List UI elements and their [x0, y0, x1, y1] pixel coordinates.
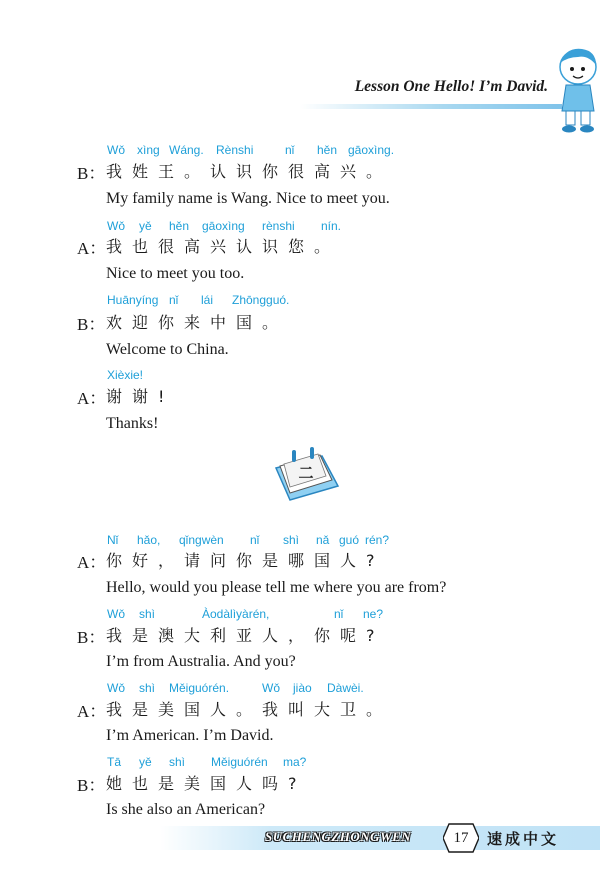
pinyin-syllable: Měiguórén.	[169, 681, 230, 695]
pinyin-syllable: Dàwèi.	[327, 681, 364, 695]
pinyin-syllable: shì	[139, 681, 156, 695]
calendar-section-icon	[268, 446, 344, 506]
english-translation: Nice to meet you too.	[106, 265, 245, 282]
speaker-label: B：	[77, 164, 106, 183]
pinyin-syllable: Zhōngguó.	[232, 293, 290, 307]
chinese-text: 我是澳大利亚人，你呢?	[106, 626, 385, 645]
speaker-label: A：	[77, 553, 107, 572]
pinyin-syllable: Wǒ	[107, 607, 125, 621]
speaker-label: B：	[77, 776, 106, 795]
pinyin-syllable: rènshi	[262, 219, 295, 233]
pinyin-syllable: Àodàlìyàrén,	[202, 607, 270, 621]
pinyin-syllable: shì	[283, 533, 300, 547]
chinese-text: 她也是美国人吗?	[106, 774, 307, 793]
pinyin-syllable: lái	[201, 293, 214, 307]
footer-chinese-title: 速成中文	[487, 830, 560, 848]
pinyin-syllable: yě	[139, 219, 152, 233]
pinyin-syllable: nǐ	[334, 607, 344, 621]
pinyin-syllable: nǎ	[316, 533, 330, 547]
pinyin-syllable: Měiguórén	[211, 755, 268, 769]
header-rule	[300, 104, 562, 109]
chinese-text: 我姓王。认识你很高兴。	[106, 162, 393, 181]
pinyin-syllable: hěn	[169, 219, 190, 233]
chinese-text: 你好，请问你是哪国人?	[106, 551, 385, 570]
pinyin-syllable: rén?	[365, 533, 390, 547]
chinese-text: 谢谢!	[106, 387, 175, 406]
pinyin-syllable: Wǒ	[107, 219, 125, 233]
pinyin-syllable: hěn	[317, 143, 338, 157]
pinyin-syllable: shì	[169, 755, 186, 769]
chinese-text: 我是美国人。我叫大卫。	[106, 700, 393, 719]
pinyin-syllable: nǐ	[169, 293, 179, 307]
speaker-label: B：	[77, 628, 106, 647]
pinyin-syllable: Huānyíng	[107, 293, 159, 307]
page-number: 17	[453, 830, 469, 846]
pinyin-syllable: gāoxìng	[202, 219, 245, 233]
speaker-label: B：	[77, 315, 106, 334]
pinyin-syllable: gāoxìng.	[348, 143, 395, 157]
pinyin-syllable: nǐ	[250, 533, 260, 547]
pinyin-syllable: Xièxie!	[107, 368, 144, 382]
english-translation: Is she also an American?	[106, 801, 266, 818]
english-translation: My family name is Wang. Nice to meet you.	[106, 190, 390, 207]
pinyin-syllable: Nǐ	[107, 533, 119, 547]
speaker-label: A：	[77, 389, 107, 408]
pinyin-syllable: Wǒ	[107, 681, 125, 695]
pinyin-syllable: shì	[139, 607, 156, 621]
chinese-text: 我也很高兴认识您。	[106, 237, 341, 256]
pinyin-syllable: ma?	[283, 755, 307, 769]
pinyin-syllable: ne?	[363, 607, 384, 621]
footer-brand: SUCHENGZHONGWEN	[265, 829, 412, 844]
pinyin-syllable: Wǒ	[107, 143, 125, 157]
pinyin-syllable: jiào	[293, 681, 312, 695]
english-translation: Hello, would you please tell me where you are from?	[106, 579, 447, 596]
pinyin-syllable: guó	[339, 533, 360, 547]
english-translation: Thanks!	[106, 415, 159, 432]
pinyin-syllable: qǐngwèn	[179, 533, 224, 547]
chinese-text: 欢迎你来中国。	[106, 313, 289, 332]
pinyin-syllable: nín.	[321, 219, 342, 233]
english-translation: I’m from Australia. And you?	[106, 653, 296, 670]
pinyin-syllable: nǐ	[285, 143, 295, 157]
speaker-label: A：	[77, 239, 107, 258]
cartoon-boy-icon	[552, 45, 600, 135]
lesson-title: Lesson One Hello! I’m David.	[354, 78, 548, 95]
pinyin-syllable: Wǒ	[262, 681, 280, 695]
pinyin-syllable: Wáng.	[169, 143, 204, 157]
pinyin-syllable: hǎo,	[137, 533, 161, 547]
pinyin-syllable: Rènshi	[216, 143, 254, 157]
english-translation: I’m American. I’m David.	[106, 727, 274, 744]
speaker-label: A：	[77, 702, 107, 721]
english-translation: Welcome to China.	[106, 341, 229, 358]
pinyin-syllable: xìng	[137, 143, 160, 157]
section-number: 二	[298, 464, 314, 482]
pinyin-syllable: Tā	[107, 755, 122, 769]
pinyin-syllable: yě	[139, 755, 152, 769]
